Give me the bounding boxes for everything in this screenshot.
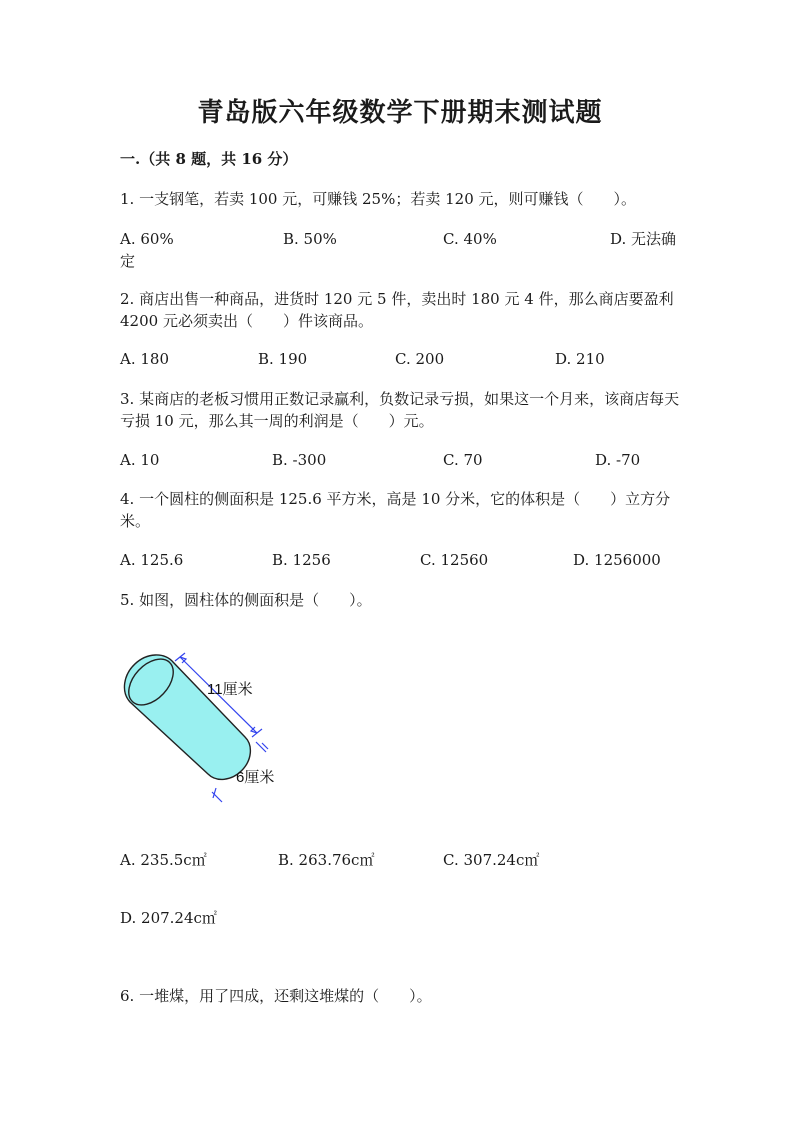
q1-option-c: C. 40% xyxy=(443,230,497,248)
diameter-label: 6厘米 xyxy=(236,769,275,786)
q2-option-d: D. 210 xyxy=(555,350,605,368)
q4-option-c: C. 12560 xyxy=(420,551,489,569)
q2-option-a: A. 180 xyxy=(120,350,169,368)
q5-option-a: A. 235.5c㎡ xyxy=(120,851,207,869)
q4-option-b: B. 1256 xyxy=(272,551,331,569)
question-3: 3. 某商店的老板习惯用正数记录赢利，负数记录亏损，如果这一个月来，该商店每天亏损 10 元，那么其一周的利润是（ ）元。 xyxy=(120,390,680,430)
q5-option-d: D. 207.24c㎡ xyxy=(120,909,217,927)
q2-option-c: C. 200 xyxy=(395,350,445,368)
q1-option-d: D. 无法确定 xyxy=(120,230,677,270)
q3-option-c: C. 70 xyxy=(443,451,483,469)
q4-option-d: D. 1256000 xyxy=(573,551,661,569)
q1-option-b: B. 50% xyxy=(283,230,337,248)
page-title: 青岛版六年级数学下册期末测试题 xyxy=(197,98,603,128)
cylinder-diagram xyxy=(118,640,298,810)
q3-option-a: A. 10 xyxy=(120,451,160,469)
q5-option-c: C. 307.24c㎡ xyxy=(443,851,540,869)
cylinder-figure xyxy=(118,640,298,810)
length-label: 11厘米 xyxy=(207,681,253,698)
question-2: 2. 商店出售一种商品，进货时 120 元 5 件，卖出时 180 元 4 件，那么商店要盈利 4200 元必须卖出（ ）件该商品。 xyxy=(120,290,674,330)
q5-option-b: B. 263.76c㎡ xyxy=(278,851,375,869)
q1-option-a: A. 60% xyxy=(120,230,174,248)
q3-option-b: B. -300 xyxy=(272,451,327,469)
question-1: 1. 一支钢笔，若卖 100 元，可赚钱 25%；若卖 120 元，则可赚钱（ ）。 xyxy=(120,190,637,208)
section-heading: 一.（共 8 题，共 16 分） xyxy=(120,150,298,168)
question-4: 4. 一个圆柱的侧面积是 125.6 平方米，高是 10 分米，它的体积是（ ）立方分米。 xyxy=(120,490,671,530)
question-6: 6. 一堆煤，用了四成，还剩这堆煤的（ ）。 xyxy=(120,987,432,1005)
q4-option-a: A. 125.6 xyxy=(120,551,184,569)
q3-option-d: D. -70 xyxy=(595,451,641,469)
q2-option-b: B. 190 xyxy=(258,350,308,368)
question-5: 5. 如图，圆柱体的侧面积是（ ）。 xyxy=(120,591,372,609)
